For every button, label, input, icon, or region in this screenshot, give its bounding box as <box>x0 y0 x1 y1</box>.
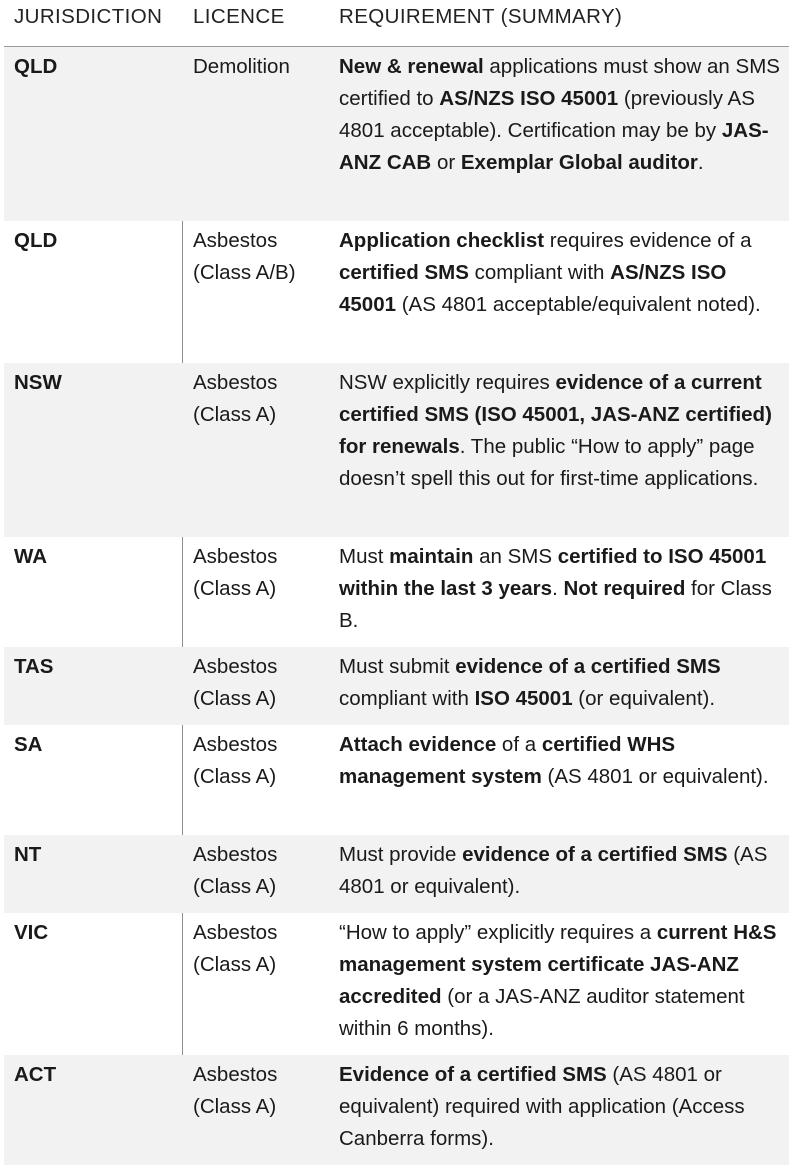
requirement-text: of a <box>496 733 542 756</box>
requirement-text: compliant with <box>468 261 611 284</box>
cell-licence: Asbestos (Class A) <box>193 843 278 898</box>
requirement-emphasis: Attach evidence <box>339 733 497 756</box>
cell-requirement <box>339 1059 789 1155</box>
cell-jurisdiction: QLD <box>14 55 58 78</box>
requirement-text: “How to apply” explicitly requires a <box>339 921 657 944</box>
cell-requirement <box>339 367 789 495</box>
table-row <box>4 647 789 725</box>
cell-requirement <box>339 729 789 793</box>
requirement-text: or <box>431 151 461 174</box>
requirement-text: (or equivalent). <box>572 687 716 710</box>
table-row <box>4 221 789 363</box>
cell-jurisdiction: QLD <box>14 229 58 252</box>
requirement-emphasis: New & renewal <box>339 55 484 78</box>
table-row <box>4 1055 789 1165</box>
requirement-emphasis: evidence of a certified SMS <box>462 843 728 866</box>
cell-licence: Asbestos (Class A) <box>193 921 278 976</box>
requirement-emphasis: AS/NZS ISO 45001 <box>339 261 727 316</box>
requirement-text: (or a JAS-ANZ auditor statement within 6 months). <box>339 985 745 1040</box>
requirement-text: NSW explicitly requires <box>339 371 556 394</box>
requirement-text: Must provide <box>339 843 463 866</box>
requirement-text: an SMS <box>473 545 558 568</box>
header-licence: LICENCE <box>193 5 285 28</box>
requirement-text: applications must show an SMS certified to <box>339 55 780 110</box>
requirement-emphasis: Not required <box>563 577 686 600</box>
table-row <box>4 913 789 1055</box>
table-body <box>0 47 795 1165</box>
requirement-text: (AS 4801 acceptable/equivalent noted). <box>396 293 761 316</box>
cell-jurisdiction: SA <box>14 733 43 756</box>
requirement-emphasis: certified SMS <box>339 261 469 284</box>
requirement-text: requires evidence of a <box>544 229 752 252</box>
cell-jurisdiction: WA <box>14 545 48 568</box>
requirement-emphasis: maintain <box>389 545 474 568</box>
cell-requirement <box>339 917 789 1045</box>
requirement-text: (AS 4801 or equivalent) required with application (Access Canberra forms). <box>339 1063 745 1150</box>
cell-licence: Asbestos (Class A) <box>193 655 278 710</box>
cell-requirement <box>339 651 789 715</box>
requirement-text: (previously AS 4801 acceptable). Certification may be by <box>339 87 755 142</box>
requirement-emphasis: certified WHS management system <box>339 733 676 788</box>
cell-licence: Asbestos (Class A) <box>193 733 278 788</box>
requirement-emphasis: Exemplar Global auditor <box>460 151 698 174</box>
requirement-emphasis: Evidence of a certified SMS <box>339 1063 607 1086</box>
requirement-emphasis: evidence of a current certified SMS (ISO 45001, JAS-ANZ certified) for renewals <box>339 371 772 458</box>
cell-licence: Asbestos (Class A) <box>193 545 278 600</box>
cell-requirement <box>339 51 789 179</box>
requirement-emphasis: Application checklist <box>339 229 545 252</box>
cell-jurisdiction: VIC <box>14 921 49 944</box>
requirement-text: Must <box>339 545 390 568</box>
requirement-text: Must submit <box>339 655 456 678</box>
table-row <box>4 835 789 913</box>
requirement-text: . The public “How to apply” page doesn’t spell this out for first-time applications. <box>339 435 759 490</box>
requirement-text: compliant with <box>339 687 475 710</box>
cell-jurisdiction: NT <box>14 843 42 866</box>
table-row <box>4 537 789 647</box>
cell-requirement <box>339 541 789 637</box>
requirement-text: . <box>697 151 704 174</box>
cell-licence: Asbestos (Class A/B) <box>193 229 296 284</box>
header-requirement: REQUIREMENT (SUMMARY) <box>339 5 623 28</box>
cell-jurisdiction: ACT <box>14 1063 57 1086</box>
cell-jurisdiction: TAS <box>14 655 54 678</box>
header-jurisdiction: JURISDICTION <box>14 5 163 28</box>
table-row <box>4 363 789 537</box>
requirement-text: (AS 4801 or equivalent). <box>339 843 768 898</box>
requirement-emphasis: JAS-ANZ CAB <box>339 119 769 174</box>
cell-requirement <box>339 839 789 903</box>
cell-licence: Asbestos (Class A) <box>193 371 278 426</box>
requirement-emphasis: certified to ISO 45001 within the last 3 years <box>339 545 767 600</box>
requirement-emphasis: AS/NZS ISO 45001 <box>439 87 619 110</box>
table-header <box>4 0 789 47</box>
requirement-text: . <box>552 577 564 600</box>
cell-licence: Demolition <box>193 55 290 78</box>
requirement-emphasis: evidence of a certified SMS <box>455 655 721 678</box>
cell-licence: Asbestos (Class A) <box>193 1063 278 1118</box>
requirement-emphasis: ISO 45001 <box>474 687 573 710</box>
requirement-text: (AS 4801 or equivalent). <box>541 765 769 788</box>
cell-requirement <box>339 225 789 321</box>
cell-jurisdiction: NSW <box>14 371 62 394</box>
requirement-emphasis: current H&S management system certificate JAS-ANZ accredited <box>339 921 777 1008</box>
table-row <box>4 47 789 221</box>
table-row <box>4 725 789 835</box>
requirement-text: for Class B. <box>339 577 772 632</box>
